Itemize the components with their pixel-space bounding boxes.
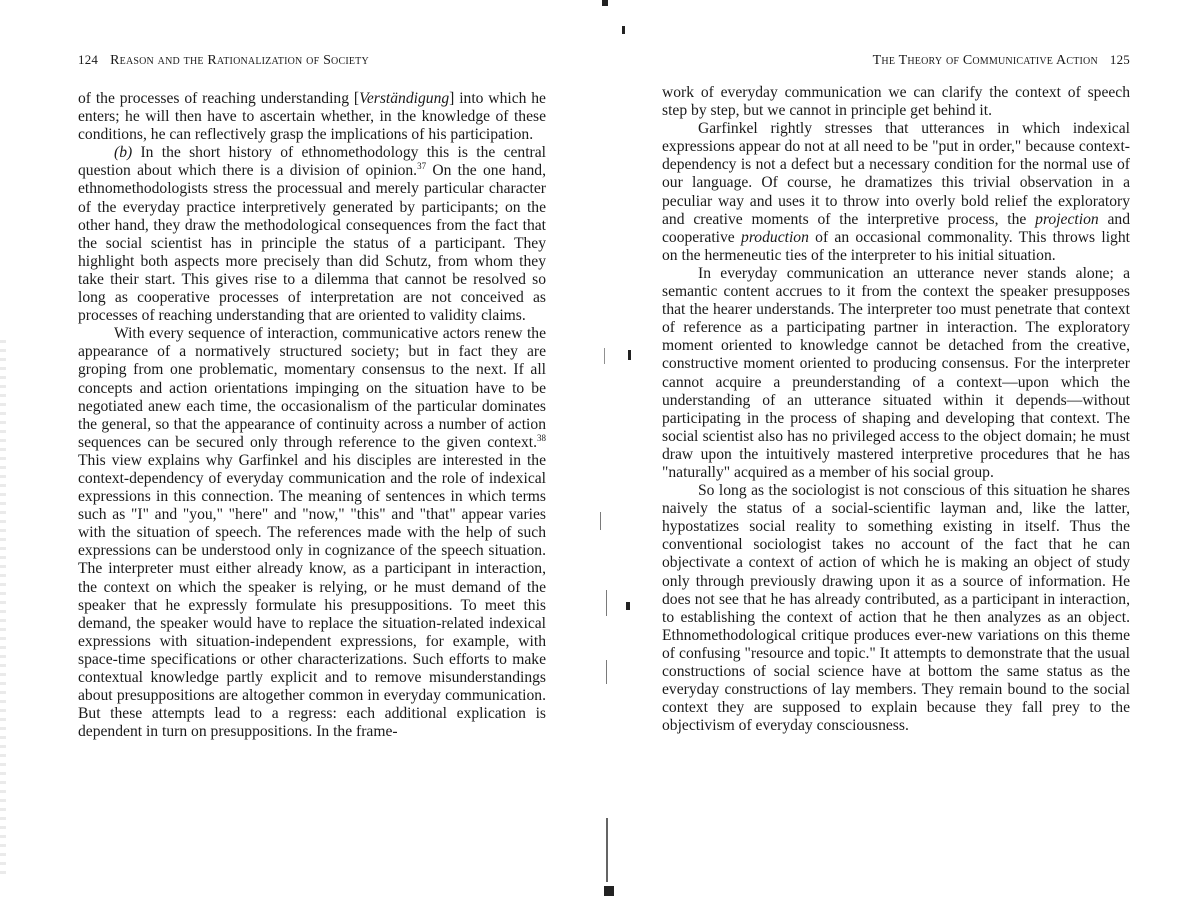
paragraph-text: ] into which he enters; he will then have to ascertain whether, in the knowledge of these conditions, he can reflectively grasp the implications of his participation. xyxy=(78,90,546,144)
emphasis-text: projection xyxy=(1035,210,1099,228)
paragraph xyxy=(78,325,546,741)
scan-mark xyxy=(606,590,607,616)
scan-mark xyxy=(626,602,630,610)
right-page-body xyxy=(662,84,1130,735)
paragraph-text: In everyday communication an utterance never stands alone; a semantic content accrues to it from the context the speaker presupposes that the hearer understands. The interpreter too must penetrate that context of reference as a participating partner in interaction. The exploratory moment oriented to knowledge cannot be detached from the creative, constructive moment oriented to producing consensus. For the interpreter cannot acquire a preunderstanding of a context—upon which the understanding of an utterance situated within it depends—without participating in the process of shaping and developing that context. The social scientist also has no privileged access to the object domain; he must draw upon the intuitively mastered interpretive procedures that he has "naturally" acquired as a member of his social group. xyxy=(662,264,1130,481)
scan-mark xyxy=(602,0,608,6)
paragraph-text: Garfinkel rightly stresses that utterances in which indexical expressions appear do not at all need to be "put in order," because context-dependency is not a defect but a necessary condition for the normal use of our language. Of course, he dramatizes this trivial observation in a peculiar way and uses it to throw into overly bold relief the exploratory and creative moments of the interpretive process, the xyxy=(662,120,1130,228)
right-running-head xyxy=(662,52,1130,69)
scan-mark xyxy=(604,348,605,364)
paragraph-text: of the processes of reaching understanding [ xyxy=(78,90,360,107)
footnote-ref: 38 xyxy=(537,432,546,443)
scan-mark xyxy=(604,886,614,896)
left-running-title: Reason and the Rationalization of Society xyxy=(110,53,369,68)
paragraph-text: work of everyday communication we can clarify the context of speech step by step, but we cannot in principle get behind it. xyxy=(662,84,1130,120)
left-page-number: 124 xyxy=(78,52,99,67)
paragraph-text: and cooperative xyxy=(662,210,1130,246)
emphasis-text: (b) xyxy=(114,144,133,162)
paragraph xyxy=(662,120,1130,265)
scan-mark xyxy=(606,660,607,684)
right-running-title: The Theory of Communicative Action xyxy=(872,53,1098,68)
emphasis-text: production xyxy=(741,228,809,246)
paragraph-text: This view explains why Garfinkel and his disciples are interested in the context-dependency of everyday communication and the role of indexical expressions in this connection. The meaning of sentences in which terms such as "I" and "you," "here" and "now," "this" and "that" appear varies with the situation of speech. The references made with the help of such expressions can be understood only in cognizance of the speech situation. The interpreter must either already know, as a participant in interaction, the context on which the speaker is relying, or he must demand of the speaker that he expressly formulate his presuppositions. To meet this demand, the speaker would have to replace the situation-related indexical expressions with situation-independent expressions, for example, with space-time specifications or other characterizations. Such efforts to make contextual knowledge partly explicit and to remove misunderstandings about presuppositions are altogether common in everyday communication. But these attempts lead to a regress: each additional explication is dependent in turn on presuppositions. In the frame- xyxy=(78,451,546,741)
scan-mark xyxy=(606,818,608,882)
paragraph xyxy=(662,84,1130,120)
footnote-ref: 37 xyxy=(417,161,427,172)
right-page-number: 125 xyxy=(1109,52,1130,67)
book-gutter xyxy=(560,0,650,899)
left-edge-shadow xyxy=(0,340,6,880)
emphasis-text: Verständigung xyxy=(359,90,450,107)
paragraph-text: With every sequence of interaction, communicative actors renew the appearance of a normatively structured society; but in fact they are groping from one problematic, momentary consensus to the next. If all concepts and action orientations impinging on the situation have to be negotiated anew each time, the occasionalism of the particular dominates the general, so that the appearance of continuity across a number of action sequences can be secured only through reference to the given context. xyxy=(78,325,546,451)
scan-mark xyxy=(600,512,601,530)
paragraph-text: On the one hand, ethnomethodologists stress the processual and merely particular character of the everyday practice interpretively generated by participants; on the other hand, they draw the methodological consequences from the fact that the social scientist has in principle the status of a participant. They highlight both aspects more precisely than did Schutz, from whom they take their start. This gives rise to a dilemma that cannot be resolved so long as cooperative processes of interpretation are not conceived as processes of reaching understanding that are oriented to validity claims. xyxy=(78,162,546,325)
scan-mark xyxy=(628,350,631,360)
paragraph-text: In the short history of ethnomethodology this is the central question about which there is a division of opinion. xyxy=(78,144,546,180)
paragraph-text: of an occasional commonality. This throws light on the hermeneutic ties of the interpreter to his initial situation. xyxy=(662,228,1130,264)
paragraph xyxy=(78,90,546,144)
paragraph-text: So long as the sociologist is not conscious of this situation he shares naively the status of a social-scientific layman and, like the latter, hypostatizes social reality to something existing in itself. Thus the conventional sociologist takes no account of the fact that he can objectivate a context of action of which he is making an object of study only through previously drawing upon it as a source of information. He does not see that he has already contributed, as a participant in interaction, to establishing the context of action that he then analyzes as an object. Ethnomethodological critique produces ever-new variations on this theme of confusing "resource and topic." It attempts to demonstrate that the usual constructions of social science have at bottom the same status as the everyday constructions of lay members. They remain bound to the social context they are supposed to explain because they fall prey to the objectivism of everyday consciousness. xyxy=(662,482,1130,735)
scan-mark xyxy=(622,26,625,34)
left-page-body xyxy=(78,90,546,741)
paragraph xyxy=(78,144,546,325)
right-page xyxy=(662,0,1130,899)
left-running-head xyxy=(78,52,546,69)
paragraph xyxy=(662,482,1130,735)
left-page xyxy=(78,0,546,899)
paragraph xyxy=(662,265,1130,482)
